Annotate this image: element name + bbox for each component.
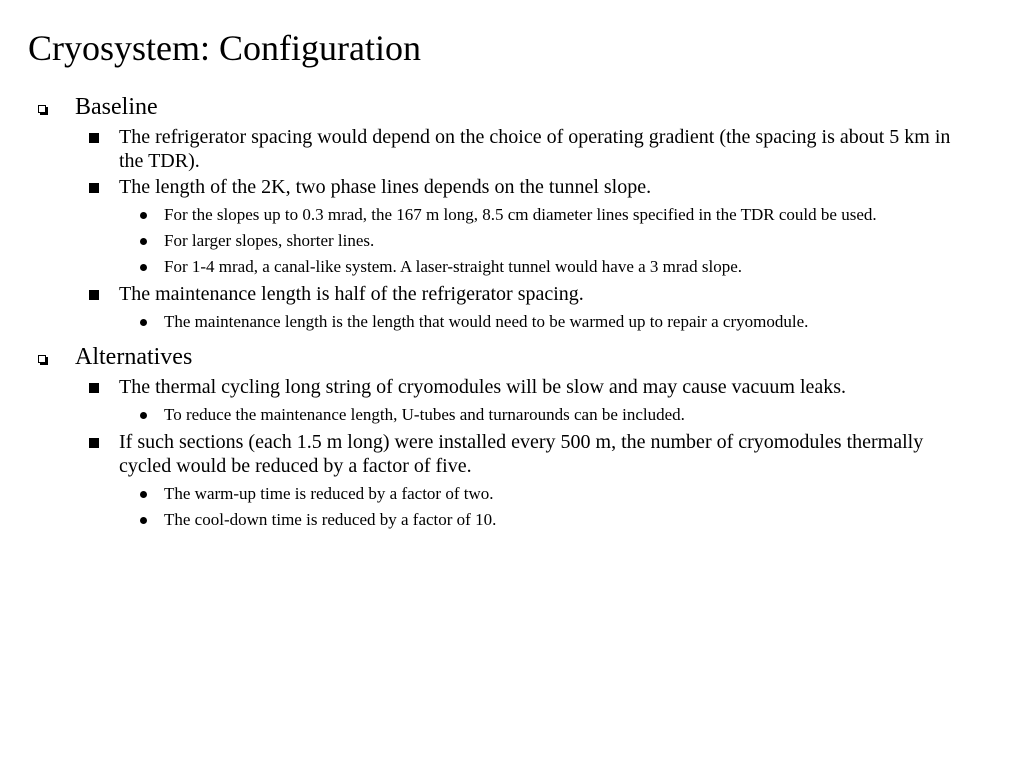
sub-bullet-point [0,404,1024,425]
hollow-square-bullet-icon [38,105,46,113]
sub-bullet-text: For larger slopes, shorter lines. [164,231,375,250]
slide-title: Cryosystem: Configuration [28,28,421,68]
filled-square-bullet-icon [89,183,99,193]
sub-bullet-point [0,204,1024,225]
round-bullet-icon [140,412,147,419]
bullet-text: If such sections (each 1.5 m long) were installed every 500 m, the number of cryomodules thermally cycled would be reduced by a factor of five. [119,431,924,477]
round-bullet-icon [140,238,147,245]
round-bullet-icon [140,319,147,326]
bullet-text: The length of the 2K, two phase lines depends on the tunnel slope. [119,176,652,198]
filled-square-bullet-icon [89,383,99,393]
round-bullet-icon [140,212,147,219]
sub-bullet-point [0,311,1024,332]
sub-bullet-text: The warm-up time is reduced by a factor of two. [164,484,494,503]
sub-bullet-text: The cool-down time is reduced by a factor of 10. [164,510,497,529]
round-bullet-icon [140,491,147,498]
sub-bullet-text: To reduce the maintenance length, U-tubes and turnarounds can be included. [164,405,685,424]
sub-bullet-point [0,509,1024,530]
hollow-square-bullet-icon [38,355,46,363]
bullet-text: The thermal cycling long string of cryomodules will be slow and may cause vacuum leaks. [119,376,847,398]
filled-square-bullet-icon [89,290,99,300]
sub-bullet-text: The maintenance length is the length that would need to be warmed up to repair a cryomodule. [164,312,809,331]
bullet-text: The refrigerator spacing would depend on the choice of operating gradient (the spacing is about 5 km in the TDR). [119,126,951,172]
bullet-text: The maintenance length is half of the refrigerator spacing. [119,283,584,305]
sub-bullet-point [0,230,1024,251]
bullet-point [0,430,1024,478]
round-bullet-icon [140,264,147,271]
section-heading-text: Alternatives [75,344,193,370]
round-bullet-icon [140,517,147,524]
bullet-point [0,125,1024,173]
sub-bullet-text: For 1-4 mrad, a canal-like system. A laser-straight tunnel would have a 3 mrad slope. [164,257,742,276]
sub-bullet-text: For the slopes up to 0.3 mrad, the 167 m long, 8.5 cm diameter lines specified in the TDR could be used. [164,205,877,224]
bullet-point [0,175,1024,199]
bullet-point [0,282,1024,306]
sub-bullet-point [0,483,1024,504]
filled-square-bullet-icon [89,438,99,448]
section-heading-baseline [0,92,1024,122]
section-heading-alternatives [0,342,1024,372]
bullet-point [0,375,1024,399]
sub-bullet-point [0,256,1024,277]
slide-content [0,92,1024,530]
filled-square-bullet-icon [89,133,99,143]
section-heading-text: Baseline [75,94,158,120]
